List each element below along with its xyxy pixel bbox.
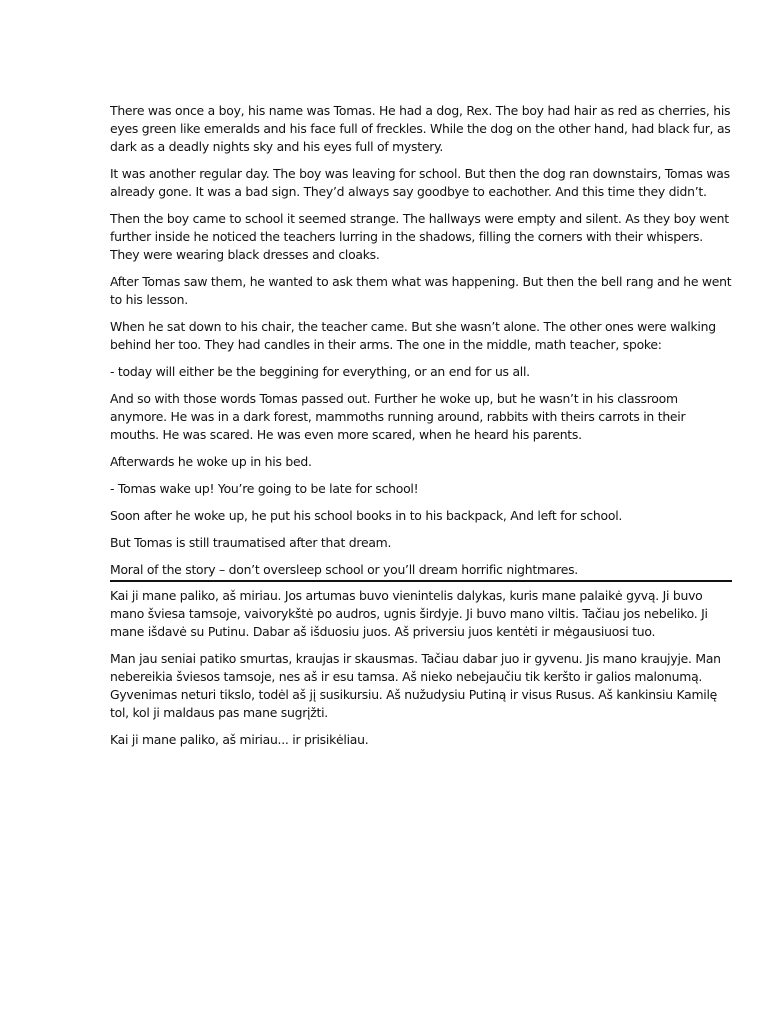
document-page	[110, 102, 732, 758]
story-moral: Moral of the story – don’t oversleep school or you’ll dream horrific nightmares.	[110, 561, 732, 582]
story-paragraph: Afterwards he woke up in his bed.	[110, 454, 312, 469]
story-paragraph: Man jau seniai patiko smurtas, kraujas ir skausmas. Tačiau dabar juo ir gyvenu. Jis mano kraujyje. Man nebereikia šviesos tamsoje, nes aš ir esu tamsa. Aš nieko nebejaučiu tik keršto ir galios malonumą. Gyvenimas neturi tikslo, todėl aš jį susikursiu. Aš nužudysiu Putiną ir visus Rusus. Aš kankinsiu Kamilę tol, kol ji maldaus pas mane sugrįžti.	[110, 651, 721, 720]
story-paragraph: And so with those words Tomas passed out. Further he woke up, but he wasn’t in his classroom anymore. He was in a dark forest, mammoths running around, rabbits with theirs carrots in their mouths. He was scared. He was even more scared, when he heard his parents.	[110, 391, 686, 442]
english-story	[110, 102, 732, 582]
story-paragraph: When he sat down to his chair, the teacher came. But she wasn’t alone. The other ones were walking behind her too. They had candles in their arms. The one in the middle, math teacher, spoke:	[110, 319, 716, 352]
story-paragraph: It was another regular day. The boy was leaving for school. But then the dog ran downstairs, Tomas was already gone. It was a bad sign. They’d always say goodbye to eachother. And this time they didn’t.	[110, 166, 730, 199]
story-paragraph: Then the boy came to school it seemed strange. The hallways were empty and silent. As they boy went further inside he noticed the teachers lurring in the shadows, filling the corners with their whispers. They were wearing black dresses and cloaks.	[110, 211, 729, 262]
story-paragraph: But Tomas is still traumatised after that dream.	[110, 535, 392, 550]
lithuanian-story	[110, 587, 732, 749]
story-paragraph: After Tomas saw them, he wanted to ask them what was happening. But then the bell rang and he went to his lesson.	[110, 274, 732, 307]
story-paragraph: Kai ji mane paliko, aš miriau. Jos artumas buvo vienintelis dalykas, kuris mane palaikė gyvą. Ji buvo mano šviesa tamsoje, vaivorykštė po audros, ugnis širdyje. Ji buvo mano viltis. Tačiau jos nebeliko. Ji mane išdavė su Putinu. Dabar aš išduosiu juos. Aš priversiu juos kentėti ir mėgausiuosi tuo.	[110, 588, 708, 639]
story-paragraph: There was once a boy, his name was Tomas. He had a dog, Rex. The boy had hair as red as cherries, his eyes green like emeralds and his face full of freckles. While the dog on the other hand, had black fur, as dark as a deadly nights sky and his eyes full of mystery.	[110, 103, 731, 154]
story-paragraph: - Tomas wake up! You’re going to be late for school!	[110, 481, 419, 496]
story-paragraph: Soon after he woke up, he put his school books in to his backpack, And left for school.	[110, 508, 623, 523]
story-paragraph: - today will either be the beggining for everything, or an end for us all.	[110, 364, 530, 379]
story-paragraph: Kai ji mane paliko, aš miriau... ir prisikėliau.	[110, 732, 369, 747]
